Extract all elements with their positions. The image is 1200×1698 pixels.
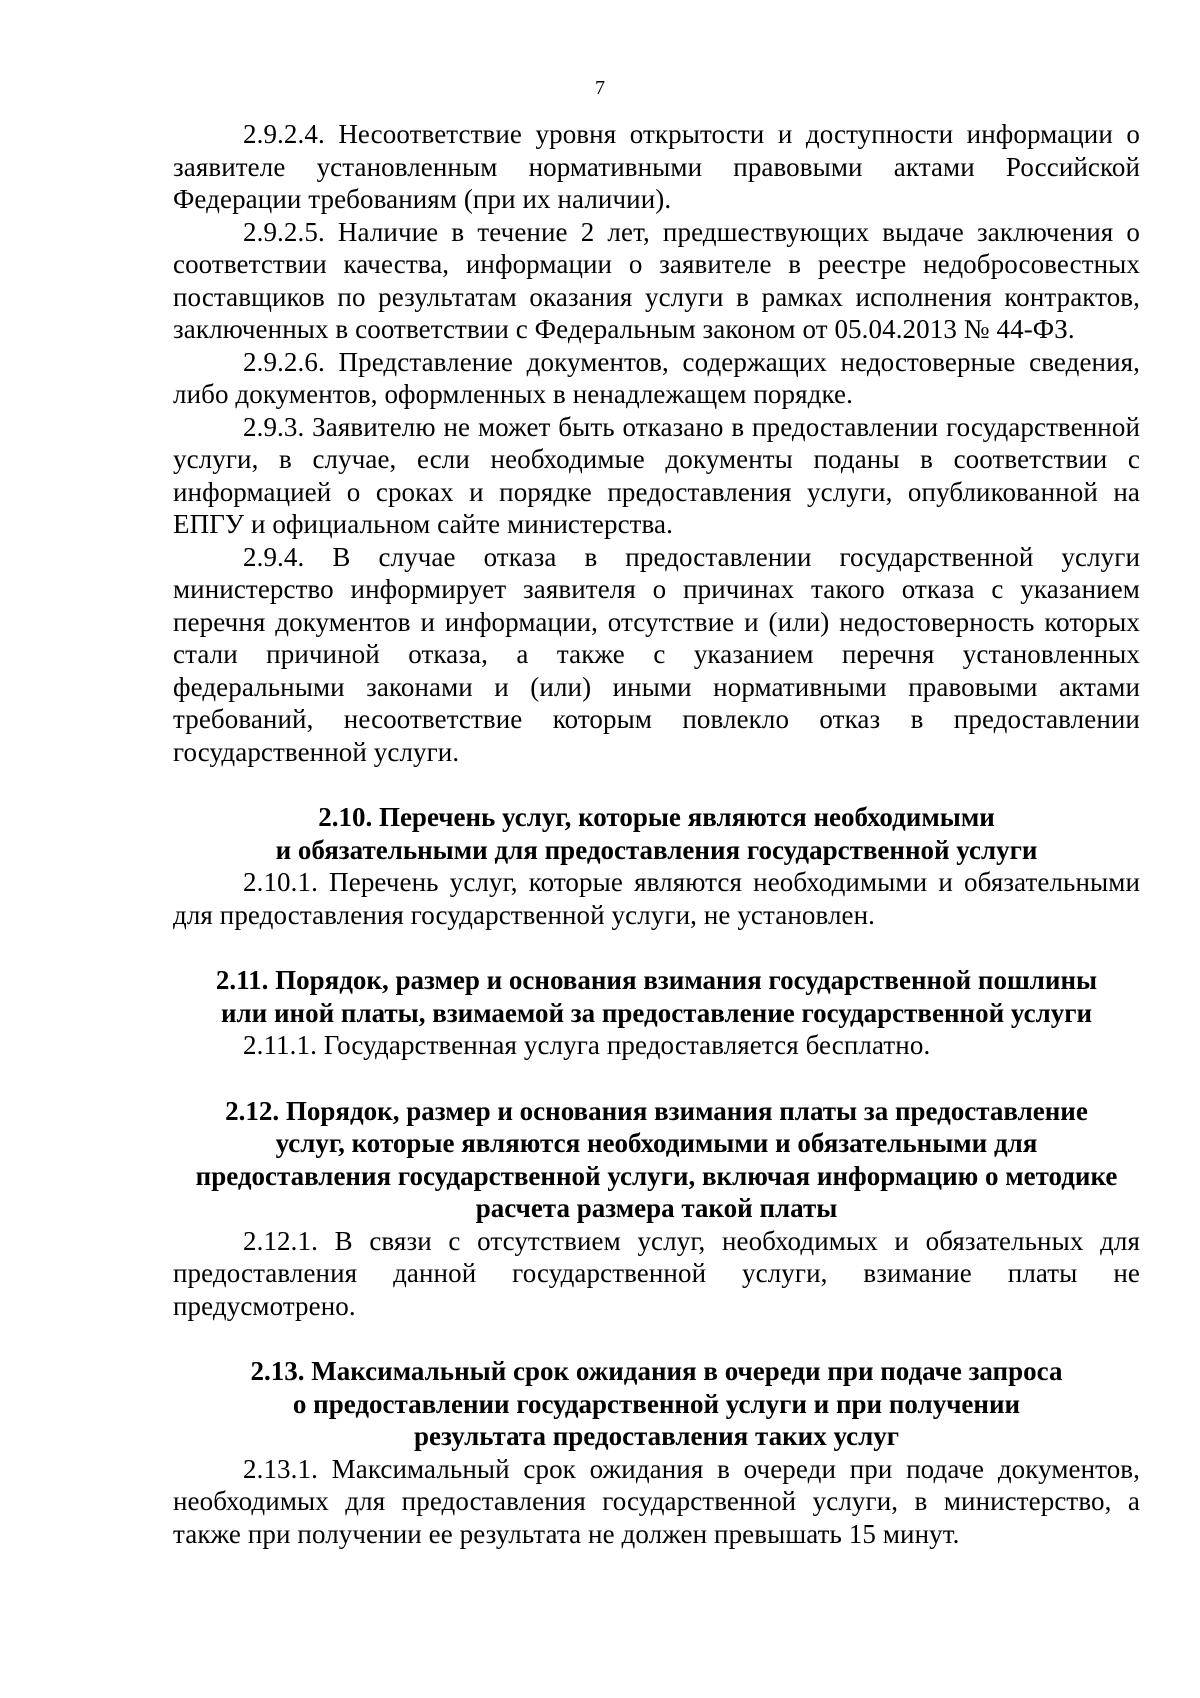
heading-line: предоставления государственной услуги, включая информацию о методике (195, 1160, 1118, 1191)
paragraph-2-9-2-6: 2.9.2.6. Представление документов, содержащих недостоверные сведения, либо документов, оформленных в ненадлежащем порядке. (173, 346, 1140, 409)
heading-line: о предоставлении государственной услуги и при получении (292, 1388, 1021, 1419)
heading-line: 2.11. Порядок, размер и основания взимания государственной пошлины (215, 965, 1098, 995)
paragraph-2-9-2-4: 2.9.2.4. Несоответствие уровня открытости и доступности информации о заявителе установленным нормативными правовыми актами Российской Федерации требованиям (при их наличии). (173, 119, 1140, 214)
heading-line: 2.10. Перечень услуг, которые являются необходимыми (318, 802, 995, 832)
section-heading-2-13 (173, 1355, 1140, 1453)
section-heading-2-11 (173, 964, 1140, 1029)
heading-line: 2.12. Порядок, размер и основания взимания платы за предоставление (225, 1095, 1088, 1126)
page-number: 7 (595, 77, 605, 99)
section-heading-2-10 (173, 801, 1140, 866)
heading-line: 2.13. Максимальный срок ожидания в очереди при подаче запроса (250, 1356, 1063, 1386)
heading-line: или иной платы, взимаемой за предоставление государственной услуги (220, 997, 1093, 1028)
paragraph-2-10-1: 2.10.1. Перечень услуг, которые являются необходимыми и обязательными для предоставления государственной услуги, не установлен. (173, 867, 1140, 930)
paragraph-2-9-2-5: 2.9.2.5. Наличие в течение 2 лет, предшествующих выдаче заключения о соответствии качества, информации о заявителе в реестре недобросовестных поставщиков по результатам оказания услуги в рамках исполнения контрактов, заключенных в соответствии с Федеральным законом от 05.04.2013 № 44-ФЗ. (173, 216, 1140, 344)
heading-line: и обязательными для предоставления государственной услуги (275, 834, 1038, 865)
section-heading-2-12 (173, 1095, 1140, 1225)
paragraph-2-11-1: 2.11.1. Государственная услуга предоставляется бесплатно. (243, 1030, 931, 1060)
paragraph-2-9-3: 2.9.3. Заявителю не может быть отказано в предоставлении государственной услуги, в случае, если необходимые документы поданы в соответствии с информацией о сроках и порядке предоставления услуги, опубликованной на ЕПГУ и официальном сайте министерства. (173, 411, 1140, 539)
paragraph-2-12-1: 2.12.1. В связи с отсутствием услуг, необходимых и обязательных для предоставления данной государственной услуги, взимание платы не предусмотрено. (173, 1225, 1140, 1321)
heading-line: результата предоставления таких услуг (413, 1421, 900, 1451)
heading-line: расчета размера такой платы (475, 1193, 838, 1223)
document-body (173, 118, 1140, 1550)
paragraph-2-13-1: 2.13.1. Максимальный срок ожидания в очереди при подаче документов, необходимых для предоставления государственной услуги, в министерство, а также при получении ее результата не должен превышать 15 минут. (173, 1453, 1140, 1549)
heading-line: услуг, которые являются необходимыми и обязательными для (275, 1128, 1038, 1158)
paragraph-2-9-4: 2.9.4. В случае отказа в предоставлении государственной услуги министерство информирует заявителя о причинах такого отказа с указанием перечня документов и информации, отсутствие и (или) недостоверность которых стали причиной отказа, а также с указанием перечня установленных федеральными законами и (или) иными нормативными правовыми актами требований, несоответствие которым повлекло отказ в предоставлении государственной услуги. (173, 541, 1140, 767)
